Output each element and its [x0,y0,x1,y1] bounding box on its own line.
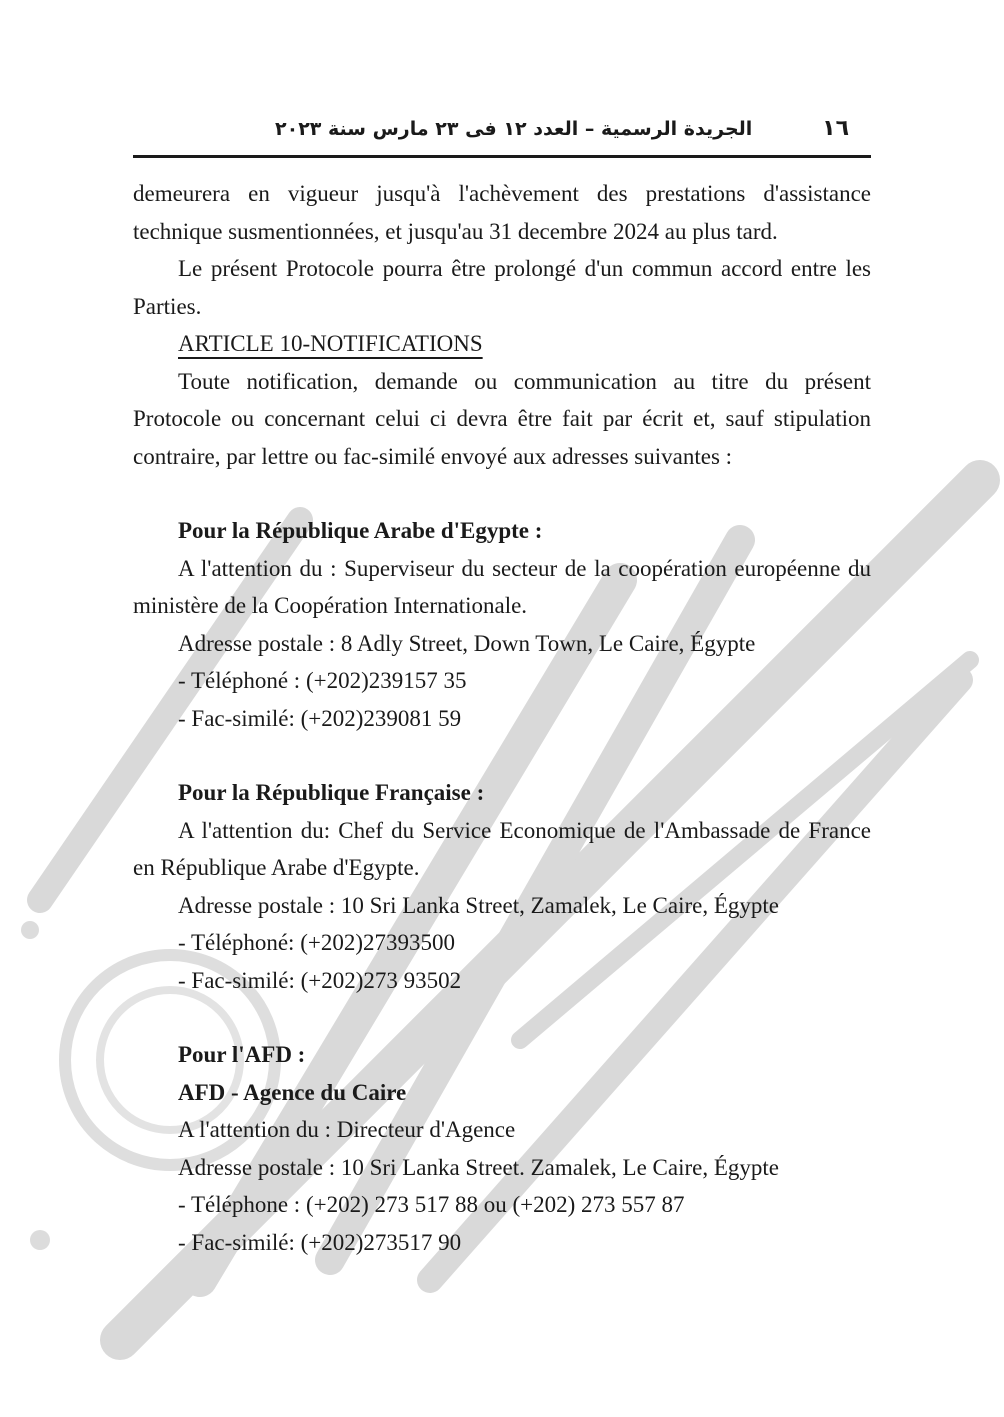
spacer [133,999,871,1036]
running-title: الجريدة الرسمية – العدد ١٢ فى ٢٣ مارس سنة ٢٠٢٣ [275,118,753,140]
page-number: ١٦ [822,116,849,141]
spacer [133,737,871,774]
afd-address: Adresse postale : 10 Sri Lanka Street. Zamalek, Le Caire, Égypte [178,1154,779,1180]
paragraph-validity: demeurera en vigueur jusqu'à l'achèvement des prestations d'assistance technique susmentionnées, et jusqu'au 31 decembre 2024 au plus tard. [133,181,871,244]
header-rule [133,155,871,158]
afd-phone: - Téléphone : (+202) 273 517 88 ou (+202) 273 557 87 [178,1192,685,1217]
paragraph-notifications: Toute notification, demande ou communication au titre du présent Protocole ou concernant celui ci devra être fait par écrit et, sauf stipulation contraire, par lettre ou fac-similé envoyé aux adresses suivantes : [133,368,871,469]
france-phone: - Téléphoné: (+202)27393500 [178,930,455,955]
page-body [133,175,871,1261]
egypt-attention: A l'attention du : Superviseur du secteur de la coopération européenne du ministère de la Coopération Internationale. [133,555,871,618]
france-fax: - Fac-similé: (+202)273 93502 [178,967,462,993]
afd-heading: Pour l'AFD : [178,1042,306,1067]
afd-fax: - Fac-similé: (+202)273517 90 [178,1229,462,1255]
article-heading: ARTICLE 10-NOTIFICATIONS [178,331,483,356]
egypt-phone: - Téléphoné : (+202)239157 35 [178,668,467,693]
egypt-address: Adresse postale : 8 Adly Street, Down Town, Le Caire, Égypte [178,630,756,656]
france-address: Adresse postale : 10 Sri Lanka Street, Zamalek, Le Caire, Égypte [178,892,779,918]
article-heading-row [133,325,871,363]
egypt-heading: Pour la République Arabe d'Egypte : [178,518,543,543]
paragraph-extension: Le présent Protocole pourra être prolongé d'un commun accord entre les Parties. [133,256,871,319]
egypt-fax: - Fac-similé: (+202)239081 59 [178,705,462,731]
spacer [133,475,871,512]
afd-subheading: AFD - Agence du Caire [178,1079,407,1105]
france-attention: A l'attention du: Chef du Service Economique de l'Ambassade de France en République Arabe d'Egypte. [133,817,871,880]
afd-attention: A l'attention du : Directeur d'Agence [178,1117,516,1142]
page-header [133,112,871,154]
france-heading: Pour la République Française : [178,780,485,805]
